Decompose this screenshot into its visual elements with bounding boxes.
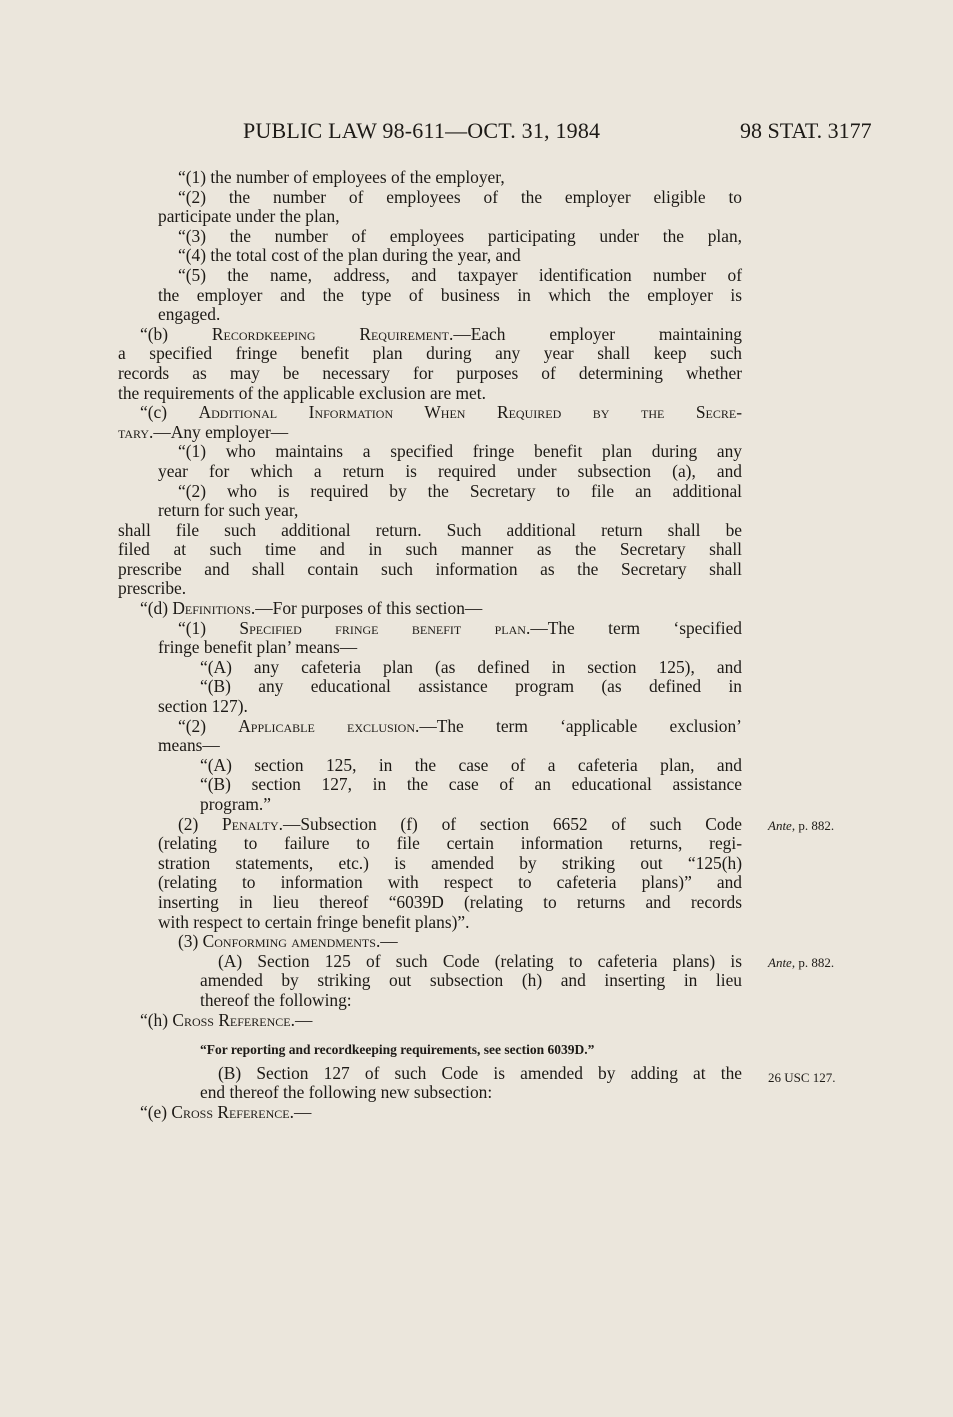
paragraph-2-heading: (2) Penalty.—Subsection (f) of section 6652 of such Code	[178, 813, 742, 834]
text-line: end thereof the following new subsection:	[200, 1082, 493, 1103]
text-line: year for which a return is required under subsection (a), and	[158, 460, 742, 481]
text-line: thereof the following:	[200, 989, 352, 1010]
margin-note: Ante, p. 882.	[768, 955, 835, 970]
text-line: participate under the plan,	[158, 206, 340, 227]
text-line: shall file such additional return. Such additional return shall be	[118, 519, 742, 540]
cross-reference-title: Cross Reference	[172, 1009, 291, 1030]
text-line: section 127).	[158, 696, 248, 717]
subsection-title: Recordkeeping Requirement	[211, 323, 449, 344]
text-line: “(1) the number of employees of the employer,	[178, 167, 505, 187]
subsection-b-heading: “(b) Recordkeeping Requirement.—Each employer maintaining	[140, 323, 742, 344]
text-line: stration statements, etc.) is amended by striking out “125(h)	[158, 852, 742, 873]
text-line: amended by striking out subsection (h) and inserting in lieu	[200, 970, 742, 991]
cross-reference-text: “For reporting and recordkeeping requirements, see section 6039D.”	[200, 1042, 595, 1058]
text-line: “(2) the number of employees of the employer eligible to	[178, 186, 742, 207]
body-text	[118, 168, 742, 1123]
text-line: inserting in lieu thereof “6039D (relating to returns and records	[158, 891, 742, 912]
cross-reference-heading: “(e) Cross Reference.—	[140, 1101, 312, 1122]
text-line: with respect to certain fringe benefit plans)”.	[158, 911, 470, 932]
text-line: (relating to failure to file certain information returns, regi-	[158, 833, 742, 854]
text-line: (A) Section 125 of such Code (relating to cafeteria plans) is	[218, 950, 742, 971]
text-line: program.”	[200, 794, 271, 814]
paragraph-title: Specified fringe benefit plan	[239, 617, 526, 638]
text-line: a specified fringe benefit plan during any year shall keep such	[118, 343, 742, 364]
text-line: (relating to information with respect to cafeteria plans)” and	[158, 872, 742, 893]
text-line: “(B) any educational assistance program (as defined in	[200, 676, 742, 697]
text-line: “(1) who maintains a specified fringe benefit plan during any	[178, 441, 742, 462]
paragraph-title: Penalty	[222, 813, 279, 834]
text-line: tary.—Any employer—	[118, 421, 289, 442]
text-line: the requirements of the applicable exclusion are met.	[118, 382, 486, 403]
text-line: records as may be necessary for purposes of determining whether	[118, 362, 742, 383]
subsection-d-heading: “(d) Definitions.—For purposes of this section—	[140, 598, 483, 619]
page-header	[0, 118, 953, 148]
subsection-c-heading: “(c) Additional Information When Required by the Secre-	[140, 402, 742, 423]
text-line: the employer and the type of business in which the employer is	[158, 284, 742, 305]
text-line: “(1) Specified fringe benefit plan.—The term ‘specified	[178, 617, 742, 638]
text-line: prescribe.	[118, 578, 187, 599]
text-line: “(B) section 127, in the case of an educational assistance	[200, 774, 742, 795]
text-line: prescribe and shall contain such information as the Secretary shall	[118, 558, 742, 579]
header-title: PUBLIC LAW 98-611—OCT. 31, 1984	[243, 118, 601, 143]
paragraph-title: Applicable exclusion	[238, 715, 415, 736]
cross-reference-heading: “(h) Cross Reference.—	[140, 1009, 313, 1030]
text-line: “(3) the number of employees participating under the plan,	[178, 225, 742, 246]
text-line: “(A) any cafeteria plan (as defined in section 125), and	[200, 656, 742, 677]
text-line: filed at such time and in such manner as the Secretary shall	[118, 539, 742, 560]
subsection-title: Definitions	[172, 598, 251, 619]
text-line: “(A) section 125, in the case of a cafeteria plan, and	[200, 754, 742, 775]
margin-note: 26 USC 127.	[768, 1070, 836, 1085]
text-line: engaged.	[158, 304, 221, 325]
text-line: “(5) the name, address, and taxpayer identification number of	[178, 264, 742, 285]
paragraph-3-heading: (3) Conforming amendments.—	[178, 931, 398, 952]
text-line: means—	[158, 735, 220, 756]
text-line: return for such year,	[158, 500, 299, 521]
text-line: “(2) Applicable exclusion.—The term ‘applicable exclusion’	[178, 715, 742, 736]
cross-reference-title: Cross Reference	[171, 1101, 290, 1122]
subsection-title: Additional Information When Required by the Secre-	[198, 402, 742, 423]
statute-page-number: 98 STAT. 3177	[740, 118, 872, 143]
text-line: fringe benefit plan’ means—	[158, 637, 358, 658]
text-line: “(2) who is required by the Secretary to file an additional	[178, 480, 742, 501]
text-line: (B) Section 127 of such Code is amended by adding at the	[218, 1062, 742, 1083]
margin-note: Ante, p. 882.	[768, 818, 835, 833]
paragraph-title: Conforming amendments	[202, 931, 376, 952]
text-line: “(4) the total cost of the plan during the year, and	[178, 245, 521, 266]
